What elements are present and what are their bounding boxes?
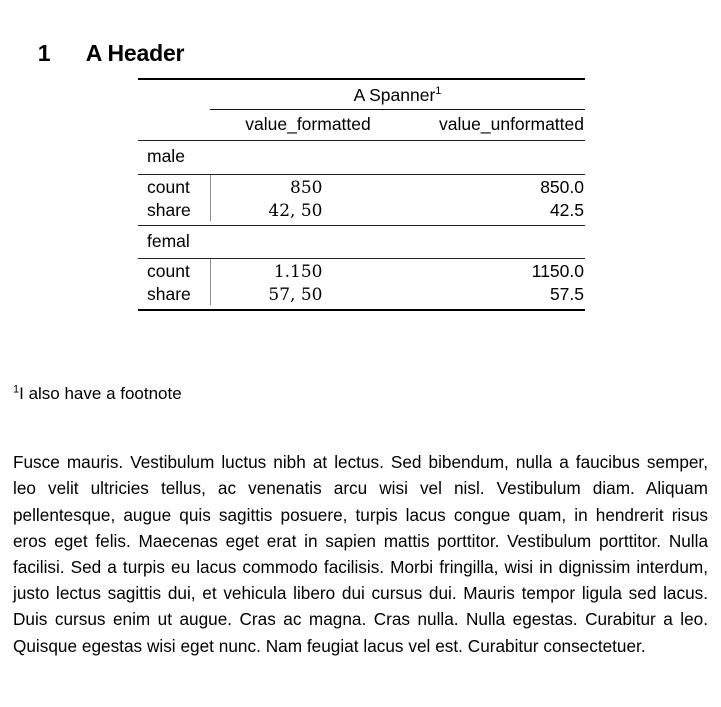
value-formatted-text: 57, 50: [268, 285, 323, 305]
row-label-count: count: [147, 261, 190, 281]
value-formatted-text: 850: [290, 177, 323, 198]
booktabs-table: [138, 78, 585, 311]
table-bottomrule: [138, 310, 585, 311]
table-group-row: [138, 141, 585, 174]
table-row: [138, 175, 585, 198]
value-formatted-text: 1.150: [273, 262, 323, 282]
spanner-label-cell: [210, 80, 585, 109]
cell-value-formatted: [210, 282, 406, 305]
data-table: [138, 78, 585, 311]
spanner-empty-cell: [138, 80, 210, 109]
column-header-value-unformatted: value_unformatted: [439, 113, 584, 134]
cell-value-unformatted: 42.5: [549, 199, 584, 220]
table-row: [138, 282, 585, 305]
table-footnote: [13, 384, 182, 404]
section-title: A Header: [85, 39, 185, 66]
header-empty-cell: [138, 110, 210, 141]
column-header-value-formatted: value_formatted: [245, 113, 371, 134]
section-number: 1: [37, 39, 51, 66]
row-label-share: share: [147, 199, 191, 220]
group-label-male: male: [147, 146, 185, 166]
cell-value-unformatted: 1150.0: [531, 261, 584, 281]
cell-value-formatted: [210, 259, 406, 282]
table-row: [138, 259, 585, 282]
cell-value-unformatted: 57.5: [549, 284, 584, 304]
table-row: [138, 198, 585, 221]
table-spanner-row: [138, 80, 585, 109]
cell-value-formatted: [210, 175, 406, 198]
spanner-footnote-marker: 1: [435, 85, 442, 98]
table-header-row: [138, 110, 585, 141]
body-paragraph: Fusce mauris. Vestibulum luctus nibh at lectus. Sed bibendum, nulla a faucibus semper, leo velit ultricies tellus, ac venenatis arcu wisi vel nisl. Vestibulum diam. Aliquam pellentesque, augue quis sagittis posuere, turpis lacus congue quam, in hendrerit risus eros eget felis. Maecenas eget erat in sapien mattis porttitor. Vestibulum porttitor. Nulla facilisi. Sed a turpis eu lacus commodo facilisis. Morbi fringilla, wisi in dignissim interdum, justo lectus sagittis dui, et vehicula libero dui cursus dui. Mauris tempor ligula sed lacus. Duis cursus enim ut augue. Cras ac magna. Cras nulla. Nulla egestas. Curabitur a leo. Quisque egestas wisi eget nunc. Nam feugiat lacus vel est. Curabitur consectetuer.: [13, 452, 708, 656]
value-formatted-text: 42, 50: [268, 200, 323, 221]
row-label-share: share: [147, 284, 191, 304]
row-label-count: count: [147, 176, 190, 197]
spanner-label: A Spanner: [353, 85, 436, 105]
table-group-row: [138, 226, 585, 259]
group-label-femal: femal: [147, 230, 190, 251]
footnote-text: I also have a footnote: [19, 384, 182, 403]
footnote-marker: 1: [13, 383, 20, 396]
cell-value-unformatted: 850.0: [540, 176, 584, 197]
cell-value-formatted: [210, 198, 406, 221]
